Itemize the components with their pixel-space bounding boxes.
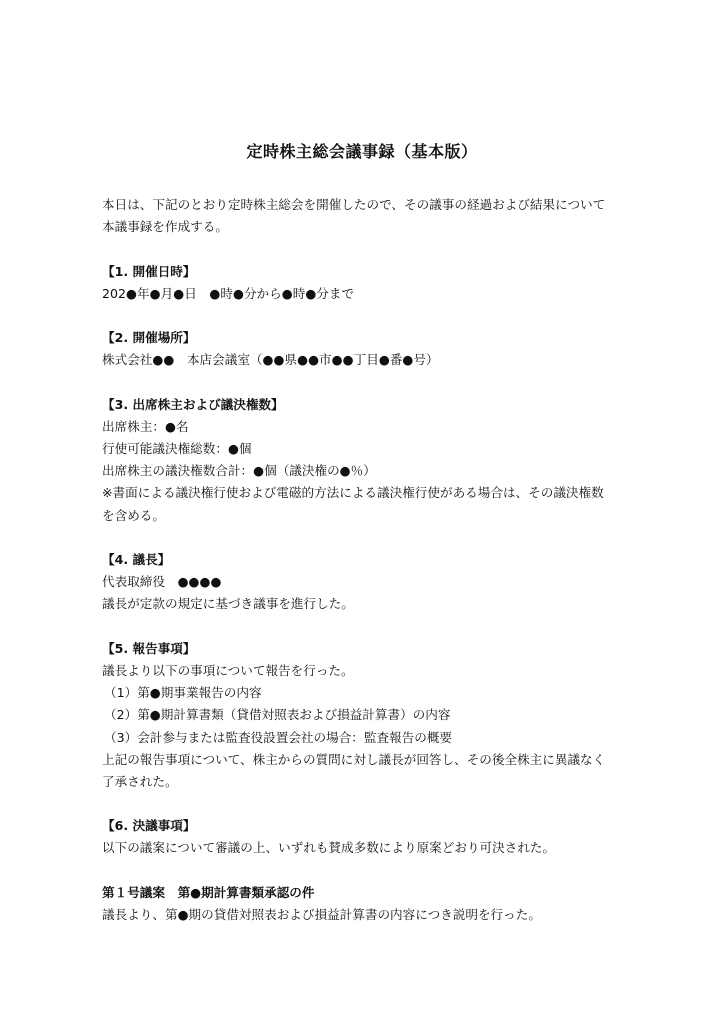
report-list-item: （1）第●期事業報告の内容 bbox=[104, 685, 262, 701]
section-heading-venue: 【2. 開催場所】 bbox=[102, 330, 196, 346]
section-note: ※書面による議決権行使および電磁的方法による議決権行使がある場合は、その議決権数 bbox=[102, 485, 604, 501]
section-text: 以下の議案について審議の上、いずれも賛成多数により原案どおり可決された。 bbox=[102, 840, 556, 856]
section-text: 202●年●月●日 ●時●分から●時●分まで bbox=[102, 285, 355, 301]
section-text: 議長より、第●期の貸借対照表および損益計算書の内容につき説明を行った。 bbox=[102, 907, 541, 922]
section-text: 代表取締役 ●●●● bbox=[102, 574, 222, 590]
section-text: 出席株主：●名 bbox=[102, 418, 189, 434]
section-text: 行使可能議決権総数：●個 bbox=[102, 441, 252, 457]
section-text: 議長より以下の事項について報告を行った。 bbox=[102, 662, 354, 678]
section-heading-attendance: 【3. 出席株主および議決権数】 bbox=[102, 396, 284, 412]
section-text: 上記の報告事項について、株主からの質問に対し議長が回答し、その後全株主に異議なく bbox=[102, 751, 606, 767]
section-text: 出席株主の議決権数合計：●個（議決権の●％） bbox=[102, 463, 376, 479]
intro-line: 本議事録を作成する。 bbox=[102, 219, 228, 235]
document-title: 定時株主総会議事録（基本版） bbox=[246, 142, 478, 161]
proposal-heading-1: 第１号議案 第●期計算書類承認の件 bbox=[102, 884, 315, 900]
document-body bbox=[102, 194, 632, 926]
report-list-item: （3）会計参与または監査役設置会社の場合：監査報告の概要 bbox=[104, 729, 453, 745]
section-heading-datetime: 【1. 開催日時】 bbox=[102, 263, 196, 279]
report-list-item: （2）第●期計算書類（貸借対照表および損益計算書）の内容 bbox=[104, 707, 451, 723]
section-heading-resolutions: 【6. 決議事項】 bbox=[102, 818, 196, 834]
section-text: 議長が定款の規定に基づき議事を進行した。 bbox=[102, 596, 354, 612]
section-text: 了承された。 bbox=[102, 773, 178, 789]
section-heading-reports: 【5. 報告事項】 bbox=[102, 640, 196, 656]
section-heading-chairperson: 【4. 議長】 bbox=[102, 552, 171, 567]
section-note: を含める。 bbox=[102, 507, 165, 523]
intro-line: 本日は、下記のとおり定時株主総会を開催したので、その議事の経過および結果について bbox=[102, 197, 606, 212]
section-text: 株式会社●● 本店会議室（●●県●●市●●丁目●番●号） bbox=[102, 352, 439, 368]
